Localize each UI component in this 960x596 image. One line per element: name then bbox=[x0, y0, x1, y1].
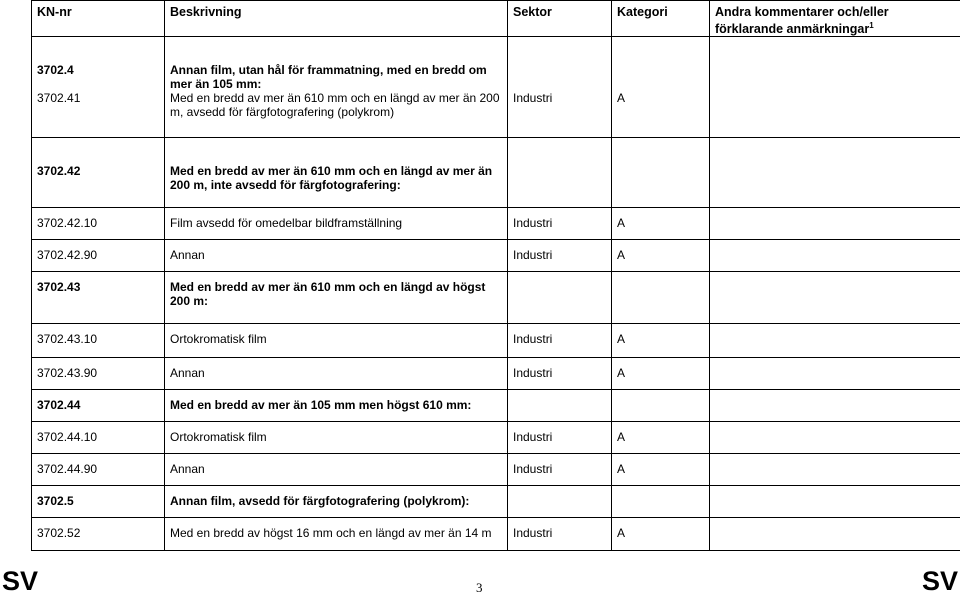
description-cell bbox=[165, 422, 508, 454]
tariff-table bbox=[31, 0, 960, 551]
kn-heading: 3702.4 bbox=[37, 63, 74, 78]
description-text: Ortokromatisk film bbox=[170, 430, 267, 445]
comment-cell bbox=[710, 358, 960, 390]
category-cell bbox=[612, 486, 710, 518]
sector-cell bbox=[508, 138, 612, 208]
comment-cell bbox=[710, 486, 960, 518]
kn-text: 3702.42.90 bbox=[37, 248, 98, 263]
comment-cell bbox=[710, 37, 960, 138]
header-kn: KN-nr bbox=[32, 1, 165, 37]
description-cell bbox=[165, 208, 508, 240]
category-cell: A bbox=[612, 37, 710, 138]
comment-cell bbox=[710, 240, 960, 272]
sector-cell bbox=[508, 486, 612, 518]
category-cell bbox=[612, 208, 710, 240]
footer-language-right: SV bbox=[921, 566, 958, 596]
page-number: 3 bbox=[476, 580, 483, 595]
table-row bbox=[32, 208, 960, 240]
table-row bbox=[32, 422, 960, 454]
description-cell bbox=[165, 324, 508, 358]
kn-text: 3702.42 bbox=[37, 164, 81, 179]
sector-cell bbox=[508, 272, 612, 324]
comment-cell bbox=[710, 454, 960, 486]
kn-text: 3702.44.10 bbox=[37, 430, 98, 445]
description-cell bbox=[165, 272, 508, 324]
kn-text: 3702.44 bbox=[37, 398, 81, 413]
description-subheading: Med en bredd av mer än 610 mm och en längd av mer än 200 m, avsedd för färgfotografering (polykrom) bbox=[170, 91, 500, 120]
table-row bbox=[32, 272, 960, 324]
category-cell bbox=[612, 358, 710, 390]
kn-cell bbox=[32, 518, 165, 551]
kn-text: 3702.43 bbox=[37, 280, 81, 295]
comment-cell bbox=[710, 138, 960, 208]
sector-text: Industri bbox=[513, 216, 553, 231]
kn-text: 3702.44.90 bbox=[37, 462, 98, 477]
kn-text: 3702.52 bbox=[37, 526, 81, 541]
description-text: Med en bredd av mer än 105 mm men högst 610 mm: bbox=[170, 398, 472, 413]
description-text: Med en bredd av mer än 610 mm och en längd av mer än 200 m, inte avsedd för färgfotografering: bbox=[170, 164, 493, 193]
description-cell bbox=[165, 454, 508, 486]
comment-cell bbox=[710, 518, 960, 551]
description-text: Annan bbox=[170, 462, 205, 477]
description-text: Med en bredd av mer än 610 mm och en längd av högst 200 m: bbox=[170, 280, 486, 309]
comment-cell bbox=[710, 422, 960, 454]
description-cell bbox=[165, 240, 508, 272]
sector-cell bbox=[508, 422, 612, 454]
sector-text: Industri bbox=[513, 430, 553, 445]
sector-cell: Industri bbox=[508, 37, 612, 138]
category-text: A bbox=[617, 332, 626, 347]
header-category: Kategori bbox=[612, 1, 710, 37]
description-cell bbox=[165, 390, 508, 422]
category-text: A bbox=[617, 366, 626, 381]
category-cell bbox=[612, 518, 710, 551]
sector-cell bbox=[508, 518, 612, 551]
sector-text: Industri bbox=[513, 462, 553, 477]
footnote-marker: 1 bbox=[869, 21, 874, 30]
kn-subheading: 3702.41 bbox=[37, 91, 81, 106]
comment-cell bbox=[710, 272, 960, 324]
sector-text: Industri bbox=[513, 366, 553, 381]
category-text: A bbox=[617, 430, 626, 445]
kn-text: 3702.42.10 bbox=[37, 216, 98, 231]
table-row bbox=[32, 454, 960, 486]
category-text: A bbox=[617, 462, 626, 477]
kn-cell bbox=[32, 37, 165, 138]
sector-cell bbox=[508, 358, 612, 390]
kn-cell bbox=[32, 422, 165, 454]
description-text: Annan bbox=[170, 248, 205, 263]
sector-text: Industri bbox=[513, 248, 553, 263]
table-row bbox=[32, 518, 960, 551]
kn-text: 3702.43.90 bbox=[37, 366, 98, 381]
category-cell bbox=[612, 422, 710, 454]
table-row bbox=[32, 358, 960, 390]
sector-cell bbox=[508, 390, 612, 422]
kn-cell bbox=[32, 358, 165, 390]
kn-cell bbox=[32, 240, 165, 272]
header-comment: Andra kommentarer och/eller förklarande anmärkningar$^1$ bbox=[710, 1, 960, 37]
kn-text: 3702.43.10 bbox=[37, 332, 98, 347]
category-cell bbox=[612, 272, 710, 324]
sector-cell bbox=[508, 324, 612, 358]
description-cell bbox=[165, 138, 508, 208]
description-cell bbox=[165, 518, 508, 551]
description-text: Med en bredd av högst 16 mm och en längd av mer än 14 m bbox=[170, 526, 492, 541]
table-row bbox=[32, 240, 960, 272]
kn-text: 3702.5 bbox=[37, 494, 74, 509]
kn-cell bbox=[32, 208, 165, 240]
footer-language-left: SV bbox=[2, 566, 39, 596]
kn-cell bbox=[32, 390, 165, 422]
category-text: A bbox=[617, 216, 626, 231]
kn-cell bbox=[32, 324, 165, 358]
table-header-row bbox=[32, 1, 960, 37]
kn-cell bbox=[32, 486, 165, 518]
description-cell bbox=[165, 486, 508, 518]
sector-text: Industri bbox=[513, 526, 553, 541]
description-text: Annan bbox=[170, 366, 205, 381]
table-row bbox=[32, 486, 960, 518]
sector-text: Industri bbox=[513, 332, 553, 347]
description-text: Annan film, avsedd för färgfotografering (polykrom): bbox=[170, 494, 470, 509]
sector-cell bbox=[508, 240, 612, 272]
category-cell bbox=[612, 138, 710, 208]
description-heading: Annan film, utan hål för frammatning, med en bredd om mer än 105 mm: bbox=[170, 63, 487, 92]
kn-cell bbox=[32, 454, 165, 486]
comment-cell bbox=[710, 208, 960, 240]
category-cell bbox=[612, 240, 710, 272]
kn-cell bbox=[32, 272, 165, 324]
category-text: A bbox=[617, 248, 626, 263]
description-cell bbox=[165, 358, 508, 390]
category-cell bbox=[612, 454, 710, 486]
description-cell bbox=[165, 37, 508, 138]
table-row bbox=[32, 37, 960, 138]
comment-cell bbox=[710, 324, 960, 358]
header-description: Beskrivning bbox=[165, 1, 508, 37]
comment-cell bbox=[710, 390, 960, 422]
header-sector: Sektor bbox=[508, 1, 612, 37]
category-cell bbox=[612, 324, 710, 358]
description-text: Ortokromatisk film bbox=[170, 332, 267, 347]
sector-cell bbox=[508, 454, 612, 486]
category-cell bbox=[612, 390, 710, 422]
description-text: Film avsedd för omedelbar bildframställning bbox=[170, 216, 403, 231]
table-row bbox=[32, 390, 960, 422]
category-text: A bbox=[617, 526, 626, 541]
kn-cell bbox=[32, 138, 165, 208]
sector-cell bbox=[508, 208, 612, 240]
table-row bbox=[32, 138, 960, 208]
table-row bbox=[32, 324, 960, 358]
